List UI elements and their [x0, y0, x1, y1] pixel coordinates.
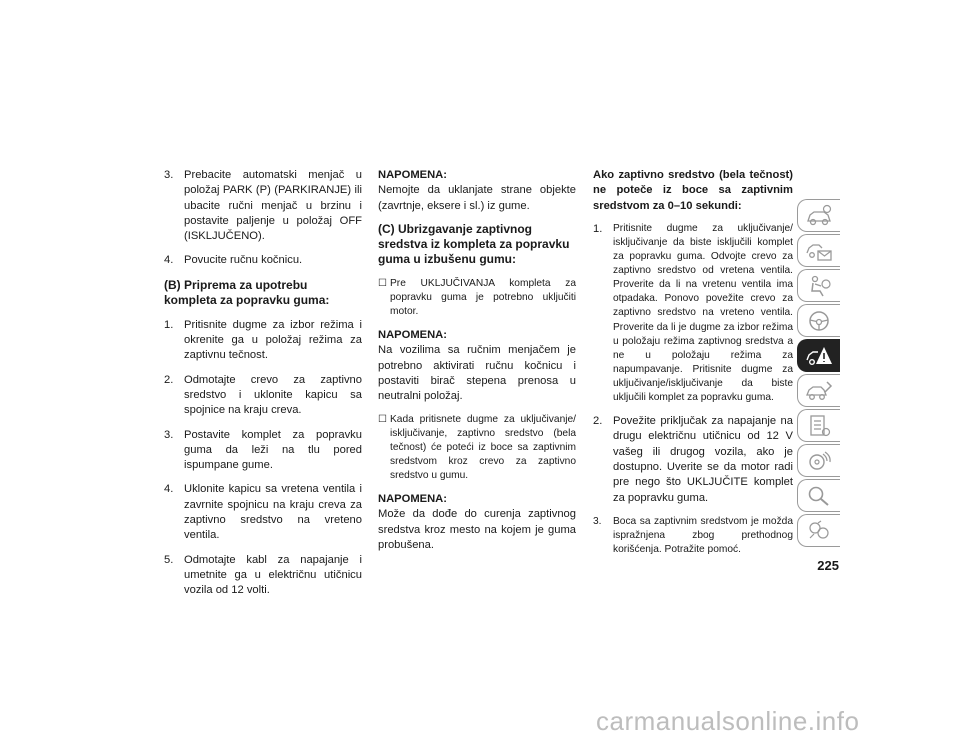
note-text: Na vozilima sa ručnim menjačem je potrebno aktivirati ručnu kočnicu i postaviti birač stepena prenosa u neutralni položaj.	[378, 344, 576, 403]
item-text: Pritisnite dugme za izbor režima i okrenite ga u položaj režima za zaptivnu tečnost.	[184, 318, 362, 362]
item-text: Pritisnite dugme za uključivanje/ isključivanje da biste isključili komplet za popravku guma. Odvojte crevo za zaptivno sredstvo od vretena ventila. Proverite da li na vretenu ventila ima otpadaka. Ponovo povežite crevo za zaptivno sredstvo na vreteno ventila. Proverite da li je dugme za izbor režima u položaju režima zaptivnog sredstva a ne u položaju režima za napumpavanje. Pritisnite dugme za uključivanje/isključivanje da biste uključili komplet za popravku guma.	[613, 222, 793, 404]
language-icon	[805, 519, 833, 543]
checkbox-square-icon: ☐	[378, 413, 387, 425]
search-index-icon	[805, 484, 833, 508]
column-middle	[378, 168, 576, 561]
item-text: Odmotajte crevo za zaptivno sredstvo i uklonite kapicu sa spojnice na kraju creva.	[184, 373, 362, 417]
item-number: 2.	[164, 373, 174, 386]
item-number: 3.	[164, 169, 174, 181]
item-number: 2.	[593, 415, 603, 428]
list-item	[593, 414, 793, 506]
steering-wheel-icon	[805, 309, 833, 333]
car-mail-icon	[805, 239, 833, 263]
column-left	[164, 168, 362, 608]
tab-emergency[interactable]	[797, 339, 840, 372]
tab-seat-airbag[interactable]	[797, 269, 840, 302]
item-text: Uklonite kapicu sa vretena ventila i zavrnite spojnicu na kraju creva za zaptivno sredstvo na vreteno ventila.	[184, 483, 362, 542]
item-text: Prebacite automatski menjač u položaj PARK (P) (PARKIRANJE) ili ubacite ručni menjač u brzinu i postavite paljenje u položaj OFF (ISKLJUČENO).	[184, 169, 362, 243]
list-item	[164, 553, 362, 599]
list-item	[164, 428, 362, 474]
item-text: Povucite ručnu kočnicu.	[184, 254, 303, 267]
page-number: 225	[817, 558, 839, 573]
section-heading-b: (B) Priprema za upotrebu kompleta za popravku guma:	[164, 277, 330, 307]
column-right	[593, 168, 793, 566]
chapter-tabs	[797, 199, 840, 544]
bullet-text: Kada pritisnete dugme za uključivanje/ isključivanje, zaptivno sredstvo (bela tečnost) će poteći iz boce sa zaptivnim sredstvom kroz crevo za zaptivno sredstvo u gumu.	[390, 413, 576, 482]
list-item	[593, 222, 793, 405]
note-title: NAPOMENA:	[378, 493, 447, 506]
list-item	[164, 482, 362, 543]
list-item	[164, 168, 362, 244]
note-text: Može da dođe do curenja zaptivnog sredstva kroz mesto na kojem je guma probušena.	[378, 508, 576, 552]
steps-list-b	[164, 318, 362, 599]
checklist-icon	[805, 414, 833, 438]
list-item	[164, 373, 362, 419]
tab-car-mail[interactable]	[797, 234, 840, 267]
car-info-icon	[805, 204, 833, 228]
note-text: Nemojte da uklanjate strane objekte (zavrtnje, eksere i sl.) iz gume.	[378, 184, 576, 212]
section-heading: Ako zaptivno sredstvo (bela tečnost) ne poteče iz boce sa zaptivnim sredstvom za 0–10 sekundi:	[593, 169, 793, 212]
bullet-item	[378, 413, 576, 483]
tab-service[interactable]	[797, 374, 840, 407]
note-title: NAPOMENA:	[378, 169, 447, 181]
watermark: carmanualsonline.info	[596, 706, 860, 736]
tab-language[interactable]	[797, 514, 840, 547]
tab-specifications[interactable]	[797, 409, 840, 442]
item-number: 3.	[164, 428, 174, 441]
item-text: Odmotajte kabl za napajanje i umetnite ga u električnu utičnicu vozila od 12 volti.	[184, 553, 362, 597]
item-number: 4.	[164, 254, 174, 267]
item-text: Boca sa zaptivnim sredstvom je možda ispražnjena zbog prethodnog korišćenja. Potražite pomoć.	[613, 515, 793, 556]
checkbox-square-icon: ☐	[378, 277, 387, 289]
section-heading-c: (C) Ubrizgavanje zaptivnog sredstva iz kompleta za popravku guma u izbušenu gumu:	[378, 221, 570, 266]
note-title: NAPOMENA:	[378, 329, 447, 342]
tab-car-info[interactable]	[797, 199, 840, 232]
item-number: 4.	[164, 483, 174, 496]
item-number: 1.	[593, 222, 603, 235]
list-item	[593, 515, 793, 557]
list-item	[164, 253, 362, 268]
tab-index[interactable]	[797, 479, 840, 512]
car-service-icon	[805, 379, 833, 403]
item-number: 1.	[164, 318, 174, 331]
bullet-text: Pre UKLJUČIVANJA kompleta za popravku guma je potrebno uključiti motor.	[390, 277, 576, 318]
list-item	[164, 318, 362, 364]
item-text: Povežite priključak za napajanje na drugu električnu utičnicu od 12 V vašeg ili drugog vozila, ako je dostupno. Uverite se da motor radi pre nego što UKLJUČITE komplet za popravku guma.	[613, 415, 793, 504]
item-text: Postavite komplet za popravku guma da leži na tlu pored ispumpane gume.	[184, 428, 362, 472]
tab-multimedia[interactable]	[797, 444, 840, 477]
item-number: 3.	[593, 515, 602, 527]
seat-airbag-icon	[805, 274, 833, 298]
bullet-item	[378, 277, 576, 319]
multimedia-icon	[805, 449, 833, 473]
tab-steering[interactable]	[797, 304, 840, 337]
car-warning-icon	[805, 344, 833, 368]
item-number: 5.	[164, 553, 174, 566]
